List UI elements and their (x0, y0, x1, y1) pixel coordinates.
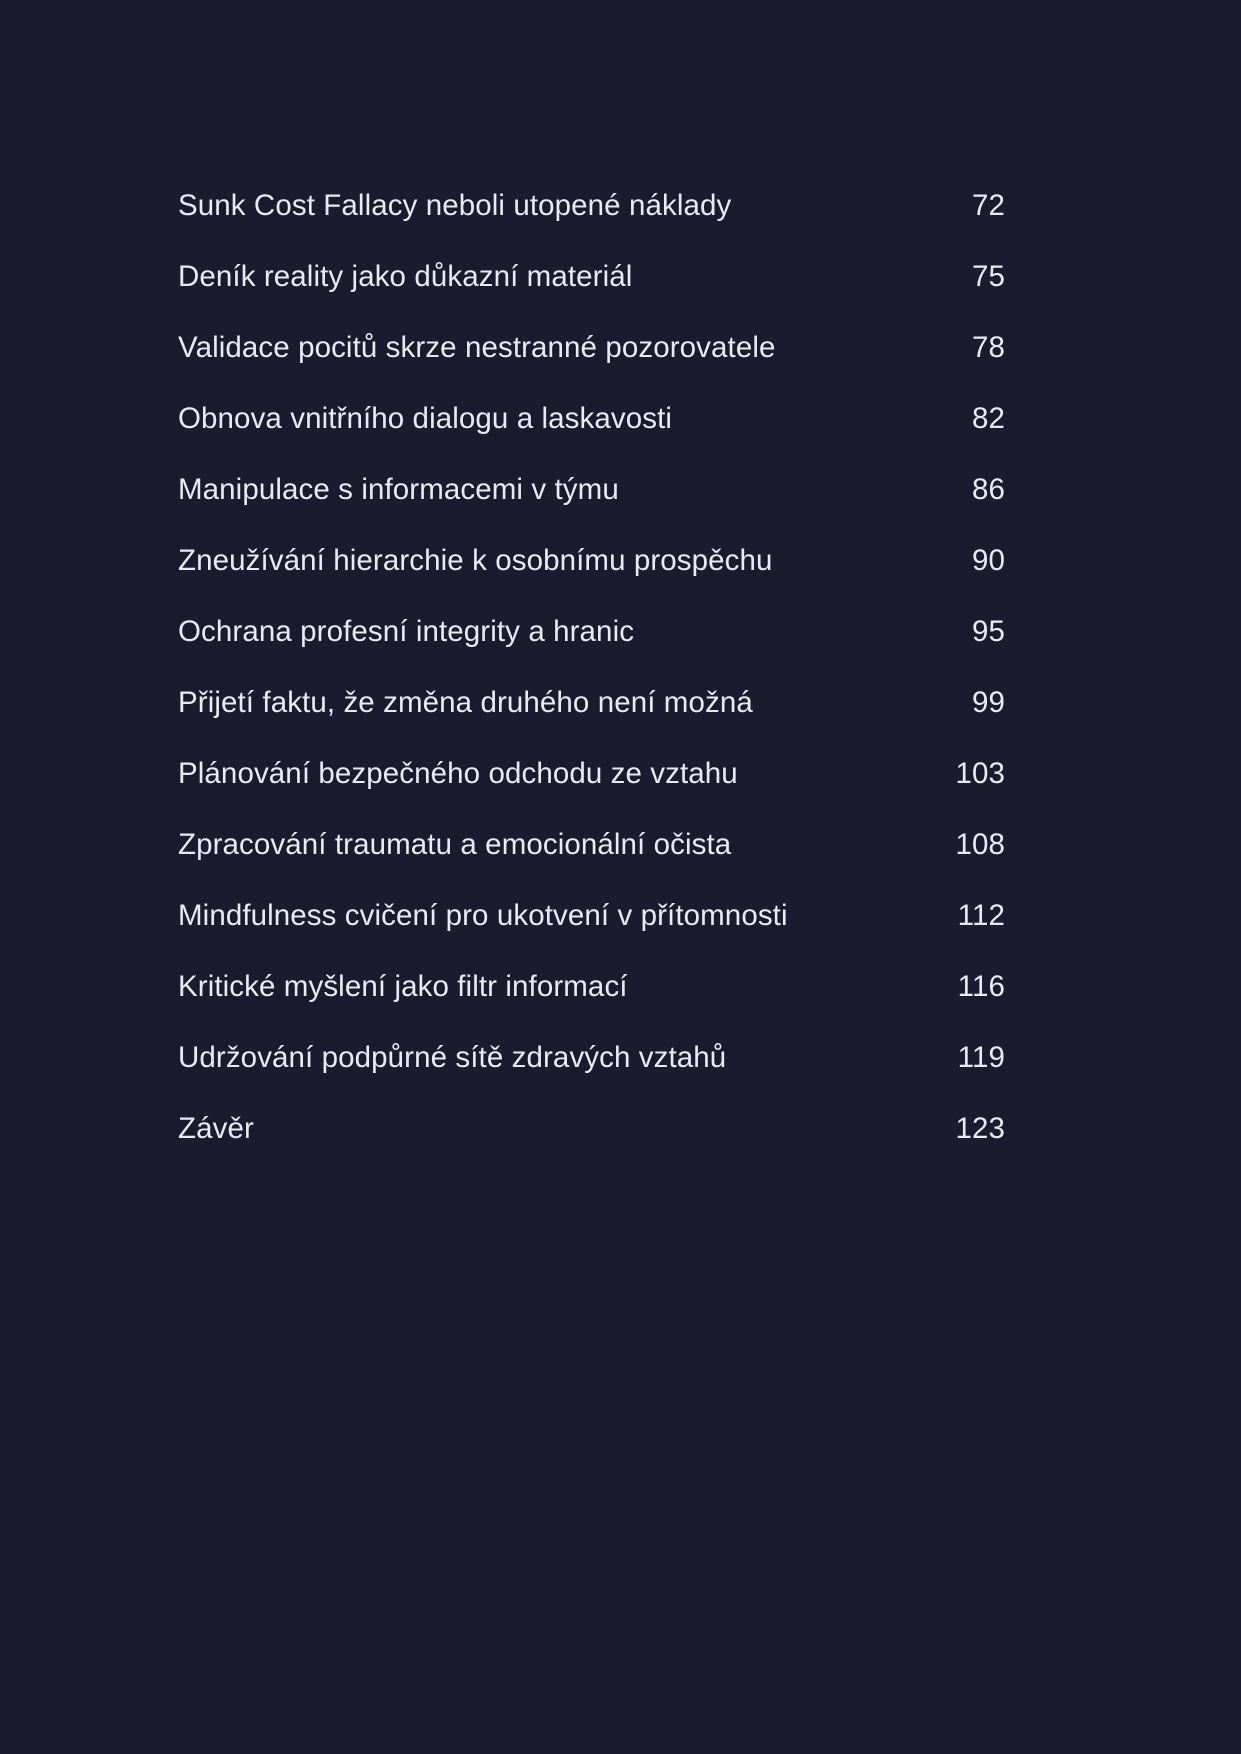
toc-entry-title: Zpracování traumatu a emocionální očista (178, 828, 732, 861)
toc-entry-page-number: 78 (971, 331, 1005, 364)
toc-entry-title: Zneužívání hierarchie k osobnímu prospěchu (178, 544, 773, 577)
toc-entry-title: Sunk Cost Fallacy neboli utopené náklady (178, 189, 732, 222)
toc-entry[interactable] (178, 312, 1005, 383)
toc-entry-title: Závěr (178, 1112, 254, 1145)
toc-entry[interactable] (178, 525, 1005, 596)
toc-entry-title: Deník reality jako důkazní materiál (178, 260, 633, 293)
toc-entry-page-number: 103 (955, 757, 1005, 790)
toc-entry[interactable] (178, 383, 1005, 454)
toc-entry-page-number: 123 (955, 1112, 1005, 1145)
toc-entry-title: Ochrana profesní integrity a hranic (178, 615, 635, 648)
toc-entry-title: Manipulace s informacemi v týmu (178, 473, 619, 506)
toc-entry-page-number: 75 (971, 260, 1005, 293)
toc-entry[interactable] (178, 1022, 1005, 1093)
toc-entry[interactable] (178, 241, 1005, 312)
toc-entry-page-number: 72 (971, 189, 1005, 222)
toc-entry[interactable] (178, 454, 1005, 525)
toc-entry[interactable] (178, 738, 1005, 809)
toc-entry[interactable] (178, 596, 1005, 667)
toc-entry-page-number: 82 (971, 402, 1005, 435)
toc-entry-title: Mindfulness cvičení pro ukotvení v přítomnosti (178, 899, 788, 932)
toc-entry-page-number: 119 (957, 1041, 1005, 1074)
toc-entry-title: Validace pocitů skrze nestranné pozorovatele (178, 331, 776, 364)
toc-entry[interactable] (178, 880, 1005, 951)
toc-entry-title: Kritické myšlení jako filtr informací (178, 970, 628, 1003)
toc-entry-page-number: 90 (971, 544, 1005, 577)
toc-entry-page-number: 95 (971, 615, 1005, 648)
toc-entry[interactable] (178, 667, 1005, 738)
toc-entry[interactable] (178, 809, 1005, 880)
toc-entry[interactable] (178, 170, 1005, 241)
toc-entry-page-number: 116 (957, 970, 1005, 1003)
toc-entry[interactable] (178, 951, 1005, 1022)
toc-entry-title: Přijetí faktu, že změna druhého není možná (178, 686, 753, 719)
table-of-contents-list (178, 170, 1005, 1164)
toc-entry-title: Obnova vnitřního dialogu a laskavosti (178, 402, 673, 435)
toc-entry-page-number: 108 (955, 828, 1005, 861)
toc-entry-page-number: 86 (971, 473, 1005, 506)
toc-entry-page-number: 112 (957, 899, 1005, 932)
toc-entry-title: Plánování bezpečného odchodu ze vztahu (178, 757, 738, 790)
toc-entry-page-number: 99 (971, 686, 1005, 719)
toc-entry-title: Udržování podpůrné sítě zdravých vztahů (178, 1041, 727, 1074)
toc-entry[interactable] (178, 1093, 1005, 1164)
